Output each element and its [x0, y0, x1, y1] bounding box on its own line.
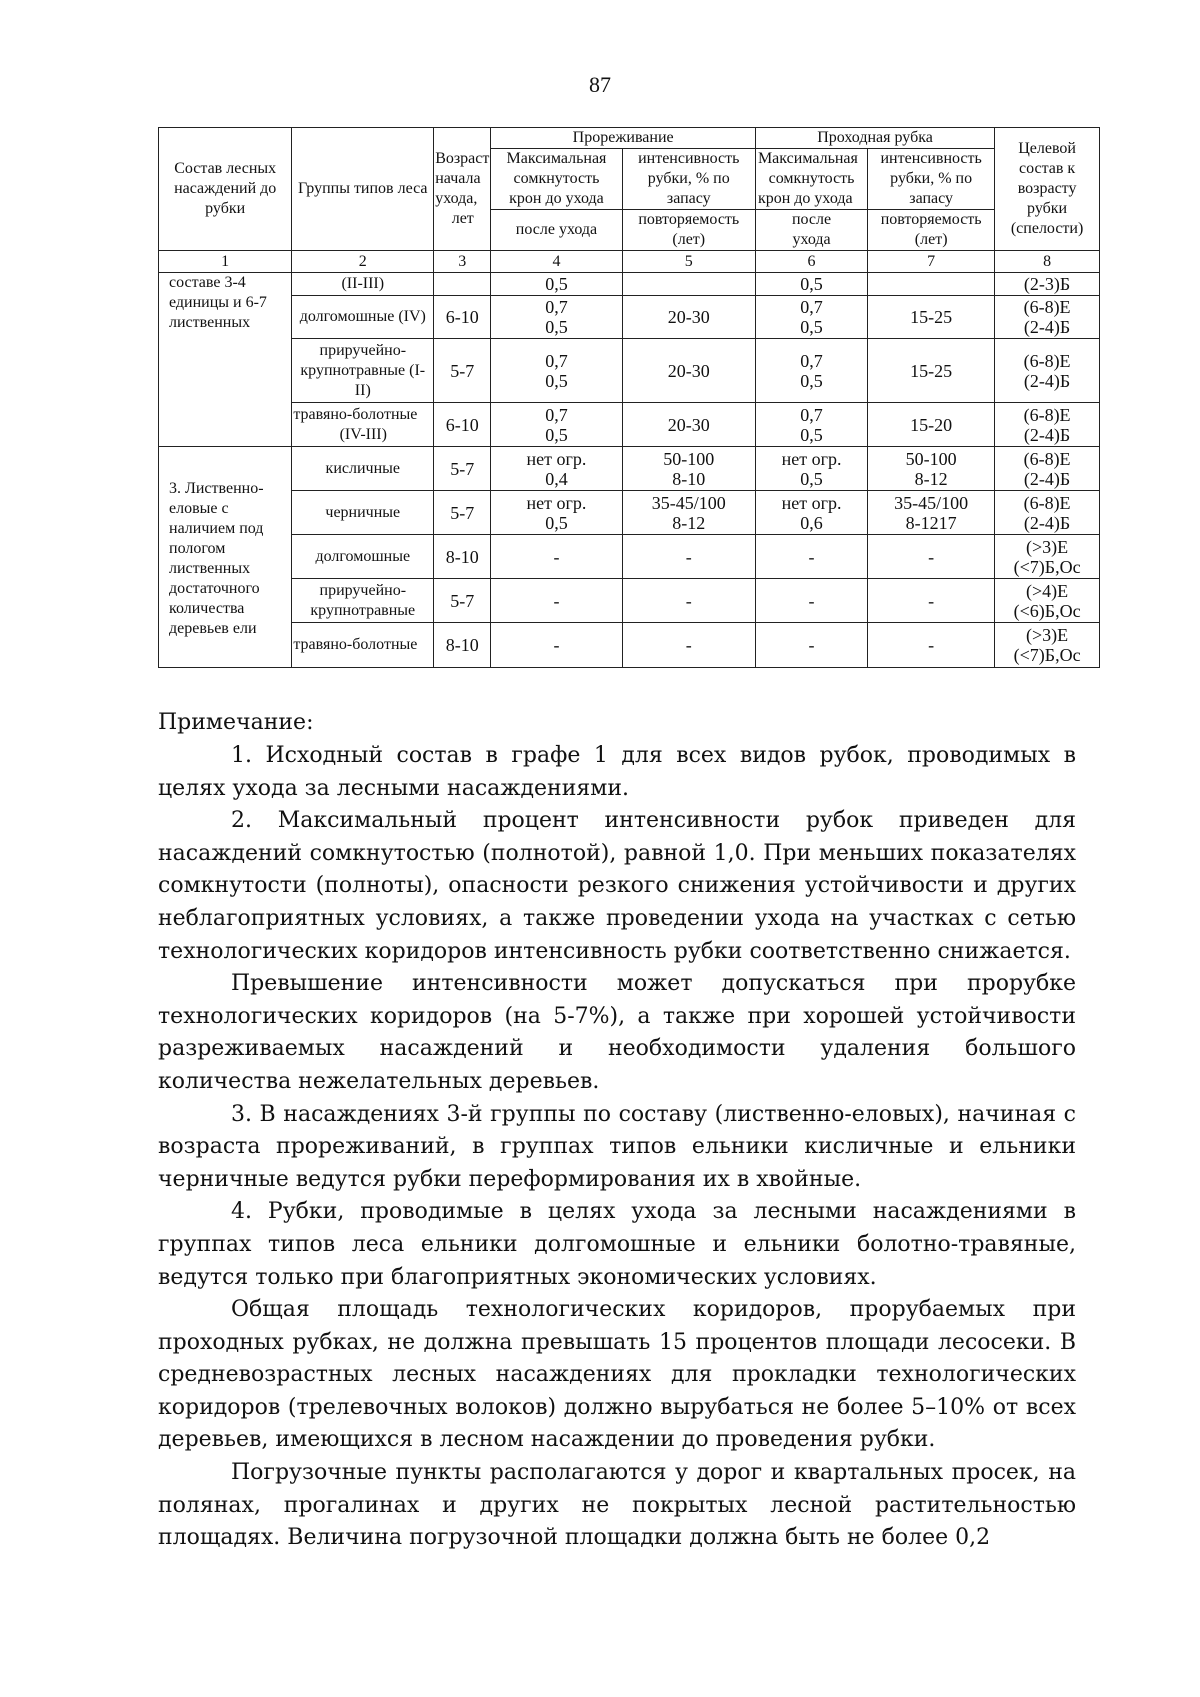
passage-closure-cell: 0,7 0,5	[755, 403, 867, 447]
age-cell: 5-7	[434, 339, 491, 403]
passage-intensity-cell: -	[868, 623, 995, 668]
thinning-closure-cell: 0,7 0,5	[491, 296, 622, 339]
age-cell: 5-7	[434, 579, 491, 623]
passage-intensity-cell	[868, 273, 995, 296]
passage-intensity-cell: 35-45/100 8-1217	[868, 491, 995, 535]
thinning-closure-cell: -	[491, 623, 622, 668]
column-numbers-row	[159, 251, 1100, 273]
note-paragraph: 3. В насаждениях 3-й группы по составу (лиственно-еловых), начиная с возраста прореживаний, в группах типов ельники кисличные и ельники черничные ведутся рубки переформирования их в хвойные.	[158, 1101, 1076, 1192]
care-cutting-table	[158, 127, 1100, 668]
target-composition-cell: (>3)Е (<7)Б,Ос	[995, 535, 1100, 579]
thinning-closure-cell: нет огр. 0,4	[491, 447, 622, 491]
passage-closure-cell: нет огр. 0,5	[755, 447, 867, 491]
forest-type-cell: кисличные	[292, 447, 434, 491]
note-paragraph: 4. Рубки, проводимые в целях ухода за лесными насаждениями в группах типов леса ельники долгомошные и ельники болотно-травяные, ведутся только при благоприятных экономических условиях.	[158, 1199, 1076, 1290]
group3-composition: 3. Лиственно-еловые с наличием под пологом лиственных достаточного количества деревьев ели	[159, 447, 292, 668]
header-passage-repeatability: повторяемость (лет)	[868, 210, 995, 251]
passage-intensity-cell: -	[868, 535, 995, 579]
target-composition-cell: (>3)Е (<7)Б,Ос	[995, 623, 1100, 668]
thinning-intensity-cell: 20-30	[622, 296, 755, 339]
forest-type-cell: долгомошные (IV)	[292, 296, 434, 339]
table-row	[159, 403, 1100, 447]
passage-closure-cell: -	[755, 579, 867, 623]
age-cell: 6-10	[434, 403, 491, 447]
column-number: 8	[995, 251, 1100, 273]
thinning-closure-cell: 0,7 0,5	[491, 339, 622, 403]
forest-type-cell: приручейно-крупнотравные (I-II)	[292, 339, 434, 403]
forest-type-cell: черничные	[292, 491, 434, 535]
target-composition-cell: (6-8)Е (2-4)Б	[995, 491, 1100, 535]
header-forest-type-groups: Группы типов леса	[292, 128, 434, 251]
note-paragraph: Погрузочные пункты располагаются у дорог и квартальных просек, на полянах, прогалинах и других не покрытых лесной растительностью площадях. Величина погрузочной площадки должна быть не более 0,2	[158, 1460, 1076, 1551]
age-cell: 6-10	[434, 296, 491, 339]
table-row	[159, 491, 1100, 535]
group2-composition: составе 3-4 единицы и 6-7 лиственных	[159, 273, 292, 447]
thinning-closure-cell: нет огр. 0,5	[491, 491, 622, 535]
column-number: 3	[434, 251, 491, 273]
age-cell: 5-7	[434, 491, 491, 535]
column-number: 7	[868, 251, 995, 273]
column-number: 1	[159, 251, 292, 273]
table-row	[159, 296, 1100, 339]
passage-intensity-cell: 15-25	[868, 339, 995, 403]
table-row	[159, 579, 1100, 623]
target-composition-cell: (>4)Е (<6)Б,Ос	[995, 579, 1100, 623]
notes-body	[158, 740, 1076, 1555]
passage-closure-cell: 0,7 0,5	[755, 296, 867, 339]
header-thinning-repeatability: повторяемость (лет)	[622, 210, 755, 251]
passage-intensity-cell: 15-25	[868, 296, 995, 339]
note-paragraph: 1. Исходный состав в графе 1 для всех видов рубок, проводимых в целях ухода за лесными насаждениями.	[158, 743, 1076, 801]
forest-type-cell: травяно-болотные	[292, 623, 434, 668]
age-cell: 8-10	[434, 623, 491, 668]
header-passage-cutting: Проходная рубка	[755, 128, 994, 149]
thinning-closure-cell: 0,7 0,5	[491, 403, 622, 447]
table-row	[159, 339, 1100, 403]
forest-type-cell: приручейно-крупнотравные	[292, 579, 434, 623]
target-composition-cell: (6-8)Е (2-4)Б	[995, 339, 1100, 403]
passage-closure-cell: -	[755, 535, 867, 579]
header-age-start: Возраст начала ухода, лет	[434, 128, 491, 251]
passage-intensity-cell: 50-100 8-12	[868, 447, 995, 491]
age-cell	[434, 273, 491, 296]
table-row	[159, 447, 1100, 491]
note-paragraph: Превышение интенсивности может допускаться при прорубке технологических коридоров (на 5-7%), а также при хорошей устойчивости разреживаемых насаждений и необходимости удаления большого количества нежелательных деревьев.	[158, 971, 1076, 1094]
header-thinning-max-closure: Максимальная сомкнутость крон до ухода	[491, 149, 622, 210]
age-cell: 5-7	[434, 447, 491, 491]
header-thinning: Прореживание	[491, 128, 756, 149]
thinning-closure-cell: -	[491, 579, 622, 623]
thinning-intensity-cell: 20-30	[622, 339, 755, 403]
passage-closure-cell: нет огр. 0,6	[755, 491, 867, 535]
table-row	[159, 273, 1100, 296]
thinning-closure-cell: -	[491, 535, 622, 579]
target-composition-cell: (6-8)Е (2-4)Б	[995, 296, 1100, 339]
header-passage-intensity: интенсивность рубки, % по запасу	[868, 149, 995, 210]
target-composition-cell: (2-3)Б	[995, 273, 1100, 296]
notes-title: Примечание:	[158, 710, 314, 735]
thinning-intensity-cell	[622, 273, 755, 296]
thinning-closure-cell: 0,5	[491, 273, 622, 296]
thinning-intensity-cell: 35-45/100 8-12	[622, 491, 755, 535]
column-number: 2	[292, 251, 434, 273]
forest-type-cell: (II-III)	[292, 273, 434, 296]
forest-type-cell: долгомошные	[292, 535, 434, 579]
table-row	[159, 623, 1100, 668]
thinning-intensity-cell: 50-100 8-10	[622, 447, 755, 491]
header-target-composition: Целевой состав к возрасту рубки (спелости)	[995, 128, 1100, 251]
age-cell: 8-10	[434, 535, 491, 579]
header-passage-max-closure: Максимальная сомкнутость крон до ухода	[755, 149, 867, 210]
passage-closure-cell: -	[755, 623, 867, 668]
target-composition-cell: (6-8)Е (2-4)Б	[995, 447, 1100, 491]
header-composition-before: Состав лесных насаждений до рубки	[159, 128, 292, 251]
column-number: 4	[491, 251, 622, 273]
passage-intensity-cell: -	[868, 579, 995, 623]
header-row-1	[159, 128, 1100, 149]
passage-closure-cell: 0,5	[755, 273, 867, 296]
thinning-intensity-cell: -	[622, 623, 755, 668]
target-composition-cell: (6-8)Е (2-4)Б	[995, 403, 1100, 447]
passage-intensity-cell: 15-20	[868, 403, 995, 447]
forest-type-cell: травяно-болотные (IV-III)	[292, 403, 434, 447]
thinning-intensity-cell: 20-30	[622, 403, 755, 447]
header-passage-after-care: после ухода	[755, 210, 867, 251]
note-paragraph: Общая площадь технологических коридоров, прорубаемых при проходных рубках, не должна превышать 15 процентов площади лесосеки. В средневозрастных лесных насаждениях для прокладки технологических коридоров (трелевочных волоков) должно вырубаться не более 5–10% от всех деревьев, имеющихся в лесном насаждении до проведения рубки.	[158, 1297, 1076, 1453]
thinning-intensity-cell: -	[622, 535, 755, 579]
thinning-intensity-cell: -	[622, 579, 755, 623]
note-paragraph: 2. Максимальный процент интенсивности рубок приведен для насаждений сомкнутостью (полнотой), равной 1,0. При меньших показателях сомкнутости (полноты), опасности резкого снижения устойчивости и других неблагоприятных условиях, а также проведении ухода на участках с сетью технологических коридоров интенсивность рубки соответственно снижается.	[158, 808, 1076, 964]
header-thinning-after-care: после ухода	[491, 210, 622, 251]
column-number: 5	[622, 251, 755, 273]
table-row	[159, 535, 1100, 579]
column-number: 6	[755, 251, 867, 273]
passage-closure-cell: 0,7 0,5	[755, 339, 867, 403]
page-number: 87	[589, 72, 611, 97]
header-thinning-intensity: интенсивность рубки, % по запасу	[622, 149, 755, 210]
